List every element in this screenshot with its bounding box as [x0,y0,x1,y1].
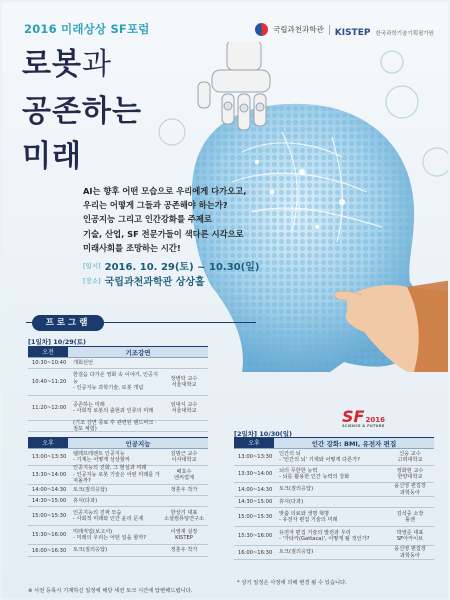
row-topic: 토크(질의응답) [73,547,108,554]
row-speaker: 정혼우 작가 [170,547,198,554]
day2-label: [2일차] 10/30(일) [234,430,292,438]
table-row [234,497,434,508]
row-topic: 인간의 뇌 - '인간의 뇌' 기계와 어떻게 다른가? [279,450,360,463]
row-topic: 토크(질의응답) [279,549,314,556]
row-topic: 토크(질의응답) [73,486,108,493]
day1-am-table [28,346,208,432]
row-topic: 유전자 편집 기술의 발전과 우리 - '가타카(Gattaca)', 어떻게 될 것인가? [279,529,370,542]
intro-line: AI는 향후 어떤 모습으로 우리에게 다가오고, [83,186,247,196]
row-speaker: 정화현 교수 한양대학교 [396,467,424,480]
forum-label: 2016 미래상상 SF포럼 [24,22,150,36]
schedule-change-note: * 상기 일정은 사정에 의해 변경 될 수 있습니다. [237,580,347,586]
row-time: 14:30~15:00 [32,498,67,504]
row-speaker: 임대식 교수 서울대학교 [170,401,198,414]
session-title: 기조강연 [125,348,151,357]
row-time: 13:30~14:00 [238,471,273,477]
row-topic: 뇌의 무한한 능력 - 뇌를 활용한 인간 능력의 강화 [279,467,350,480]
intro-line: 인공지능 그리고 인간강화를 주제로 [83,214,212,225]
row-time: 11:20~12:00 [32,405,67,411]
row-topic: 텔레프레젠트 인공지능 - 기계는 어떻게 상상할까 [73,450,130,463]
row-speaker: 윤신영 편집장 과학동아 [394,483,426,496]
row-speaker: 장병탁 교수 서울대학교 [170,375,198,388]
sf-logo-mark: SF [342,407,365,426]
row-speaker: 박영준 대표 SF아카이브 [396,529,424,542]
row-topic: 한걸음 다가온 영화 속 이야기, 인공지능 - 인공지능 과학기술, 로봇 개념 [73,372,159,392]
row-speaker: 배효수 엔씨업계 [173,468,195,481]
table-row [234,466,434,483]
place-tag: [장소] [83,277,101,285]
ministry-logo-text: 국립과천과학관 [273,25,324,34]
session-time-tag: 오후 [234,438,274,448]
intro-line: 기술, 산업, SF 전문가들이 색다른 시각으로 [83,228,244,239]
row-speaker: 윤신영 편집장 과학동아 [394,546,426,559]
table-row [234,449,434,466]
date-value: 2016. 10. 29(토) ~ 10.30(일) [104,262,260,273]
row-time: 14:30~15:00 [238,499,273,505]
day1-pm-table [28,437,208,557]
row-time: 10:30~10:40 [32,360,67,366]
table-row [234,483,434,497]
title-line-3: 미래 [22,139,82,174]
row-speaker: 김석중 소장 툴젠 [396,510,424,523]
sf-logo-subtitle: SCIENCE & FUTURE [342,424,385,428]
table-row [28,369,208,396]
row-topic: 맞춤 의료와 생명 혁명 - 유전자 편집 기술의 미래 [279,510,338,523]
table-row [28,485,208,496]
row-speaker: 한상기 대표 소셜컴퓨팅연구소 [163,509,205,522]
row-topic: 공존하는 미래 - 사회적 로봇의 출현과 인류의 미래 [73,401,154,414]
row-topic: (기조 강연 종료 후 관련된 랜드마크 · 점포 체험) [73,419,157,432]
row-time: 13:30~14:00 [32,472,67,478]
intro-line: 미래사회를 조망하는 시간! [83,242,181,253]
row-time: 13:00~13:30 [32,454,67,460]
logo-divider [329,25,330,35]
row-time: 16:00~16:30 [238,549,273,556]
row-time: 13:00~13:30 [238,454,273,460]
place-value: 국립과천과학관 상상홀 [104,277,205,288]
row-topic: 인공지능의 진화, 그 현실과 미래 - 인공지능 로봇 기술은 어떤 미래를 가져올까? [73,465,160,485]
sf2016-logo [342,407,385,428]
row-time: 10:40~11:20 [32,379,67,385]
intro-text [83,185,283,256]
row-time: 15:00~15:30 [32,513,67,519]
day1-label: [1일차] 10/29(토) [28,338,86,346]
table-row [234,527,434,546]
row-topic: 개회선언 [73,359,94,366]
row-time: 16:00~16:30 [32,547,67,554]
registration-note: ※ 사전 등록시 기재하신 일정에 해당 세션 토크 시간에 답변해드립니다. [28,588,193,594]
date-tag: [일시] [83,262,101,270]
session-title: 인간 강화: BMI, 유전자 편집 [311,439,397,448]
table-row [234,546,434,560]
table-header [28,347,208,358]
row-speaker: 정혼우 작가 [170,486,198,493]
row-time: 15:00~15:30 [238,514,273,520]
table-row [28,421,208,432]
title-word-with: 과 [81,47,112,82]
row-topic: 휴식(다과) [279,498,304,505]
session-title: 인공지능 [125,439,151,448]
session-time-tag: 오후 [28,438,68,448]
row-speaker: 신웅 교수 고려대학교 [397,450,423,463]
table-row [28,526,208,545]
ministry-emblem-icon [255,23,268,36]
sponsor-logos [255,20,434,39]
table-row [28,396,208,421]
row-topic: 인공지능의 진짜 모습 - 사회적 미래와 인간 윤리 문제 [73,509,144,522]
title-line-2: 공존하는 [22,94,142,129]
intro-line: 우리는 어떻게 그들과 공존해야 하는가? [83,200,228,211]
table-row [28,449,208,466]
row-speaker: 김범근 교수 이사대학교 [170,450,198,463]
program-banner: 프로그램 [32,315,104,331]
title-line-1 [22,47,112,83]
table-row [28,466,208,485]
table-row [28,496,208,507]
kistep-logo [335,20,434,39]
table-row [234,508,434,527]
row-time: 14:00~14:30 [238,486,273,493]
table-row [28,507,208,526]
kistep-logo-subtext: 한국과학기술기획평가원 [375,31,434,37]
title-word-robot: 로봇 [22,47,82,82]
poster [2,2,448,598]
row-topic: 미래직업(보고서) - 미래의 우리는 어떤 일을 할까? [73,528,147,541]
event-place [83,273,205,288]
row-time: 15:30~16:00 [238,533,273,539]
table-header [234,438,434,449]
row-time: 14:00~14:30 [32,487,67,493]
row-topic: 휴식(다과) [73,497,98,504]
row-topic: 토크(질의응답) [279,486,314,493]
row-speaker: 이영재 실장 KISTEP [170,528,198,541]
kistep-logo-text: KISTEP [334,28,371,38]
table-row [28,358,208,369]
table-header [28,438,208,449]
day2-pm-table [234,437,434,560]
sf-logo-year: 2016 [365,416,385,424]
session-time-tag: 오전 [28,347,68,357]
table-row [28,545,208,557]
row-time: 15:30~16:00 [32,532,67,538]
event-date [83,258,259,273]
